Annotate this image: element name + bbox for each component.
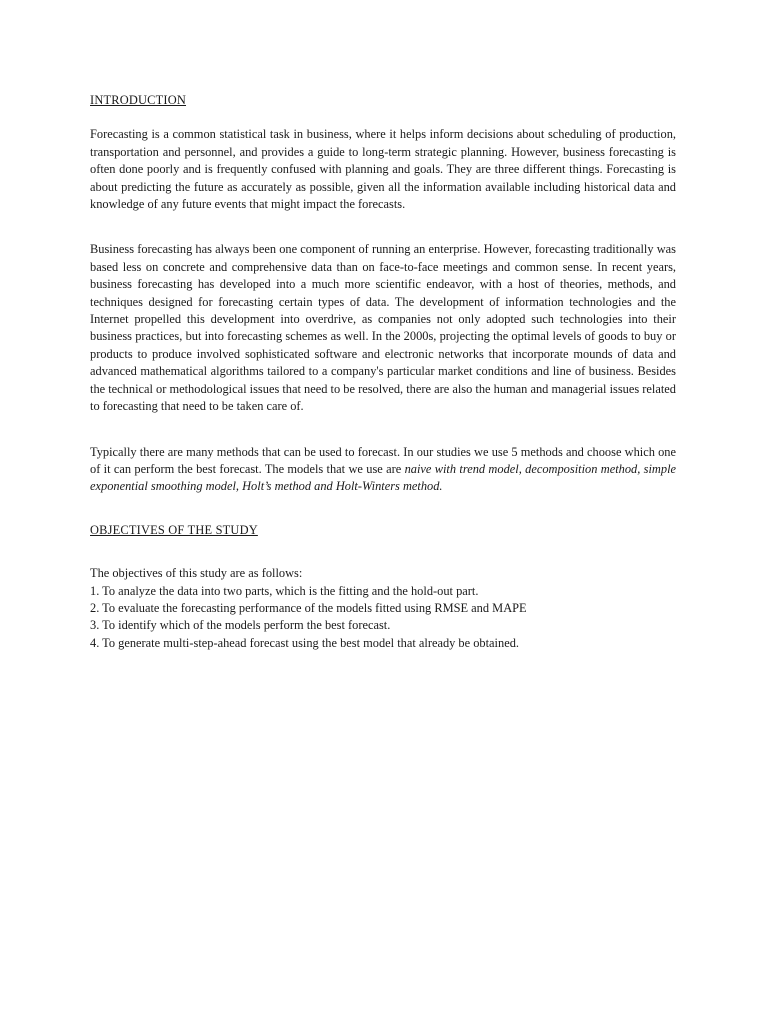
objectives-heading: OBJECTIVES OF THE STUDY: [90, 522, 258, 537]
introduction-paragraph-3: [90, 444, 676, 496]
paragraph-3-models-italic: naive with trend model, decomposition method, simple exponential smoothing model, Holt’s method and Holt-Winters method.: [90, 461, 677, 494]
objective-item: 3. To identify which of the models perform the best forecast.: [90, 618, 391, 633]
objective-item: 4. To generate multi-step-ahead forecast using the best model that already be obtained.: [90, 635, 519, 650]
objective-item: 1. To analyze the data into two parts, which is the fitting and the hold-out part.: [90, 583, 479, 598]
objectives-intro: The objectives of this study are as follows:: [90, 566, 303, 581]
introduction-heading: INTRODUCTION: [90, 93, 187, 107]
introduction-paragraph-2: Business forecasting has always been one component of running an enterprise. However, forecasting traditionally was based less on concrete and comprehensive data than on face-to-face meetings and common sense. In recent years, business forecasting has developed into a much more scientific endeavor, with a host of theories, methods, and techniques designed for forecasting certain types of data. The development of information technologies and the Internet propelled this development into overdrive, as companies not only adopted such technologies into their business practices, but into forecasting schemes as well. In the 2000s, projecting the optimal levels of goods to buy or products to produce involved sophisticated software and electronic networks that incorporate mounds of data and advanced mathematical algorithms tailored to a company's particular market conditions and line of business. Besides the technical or methodological issues that need to be resolved, there are also the human and managerial issues related to forecasting that need to be taken care of.: [90, 242, 676, 414]
objectives-list: [90, 583, 676, 653]
document-page: [90, 92, 676, 652]
introduction-paragraph-1: Forecasting is a common statistical task in business, where it helps inform decisions about scheduling of production, transportation and personnel, and provides a guide to long-term strategic planning. However, business forecasting is often done poorly and is frequently confused with planning and goals. They are three different things. Forecasting is about predicting the future as accurately as possible, given all the information available including historical data and knowledge of any future events that might impact the forecasts.: [90, 127, 676, 212]
objective-item: 2. To evaluate the forecasting performance of the models fitted using RMSE and MAPE: [90, 600, 527, 615]
paragraph-3-text: Typically there are many methods that can be used to forecast. In our studies we use 5 methods and choose which one of it can perform the best forecast. The models that we use are: [90, 444, 676, 476]
